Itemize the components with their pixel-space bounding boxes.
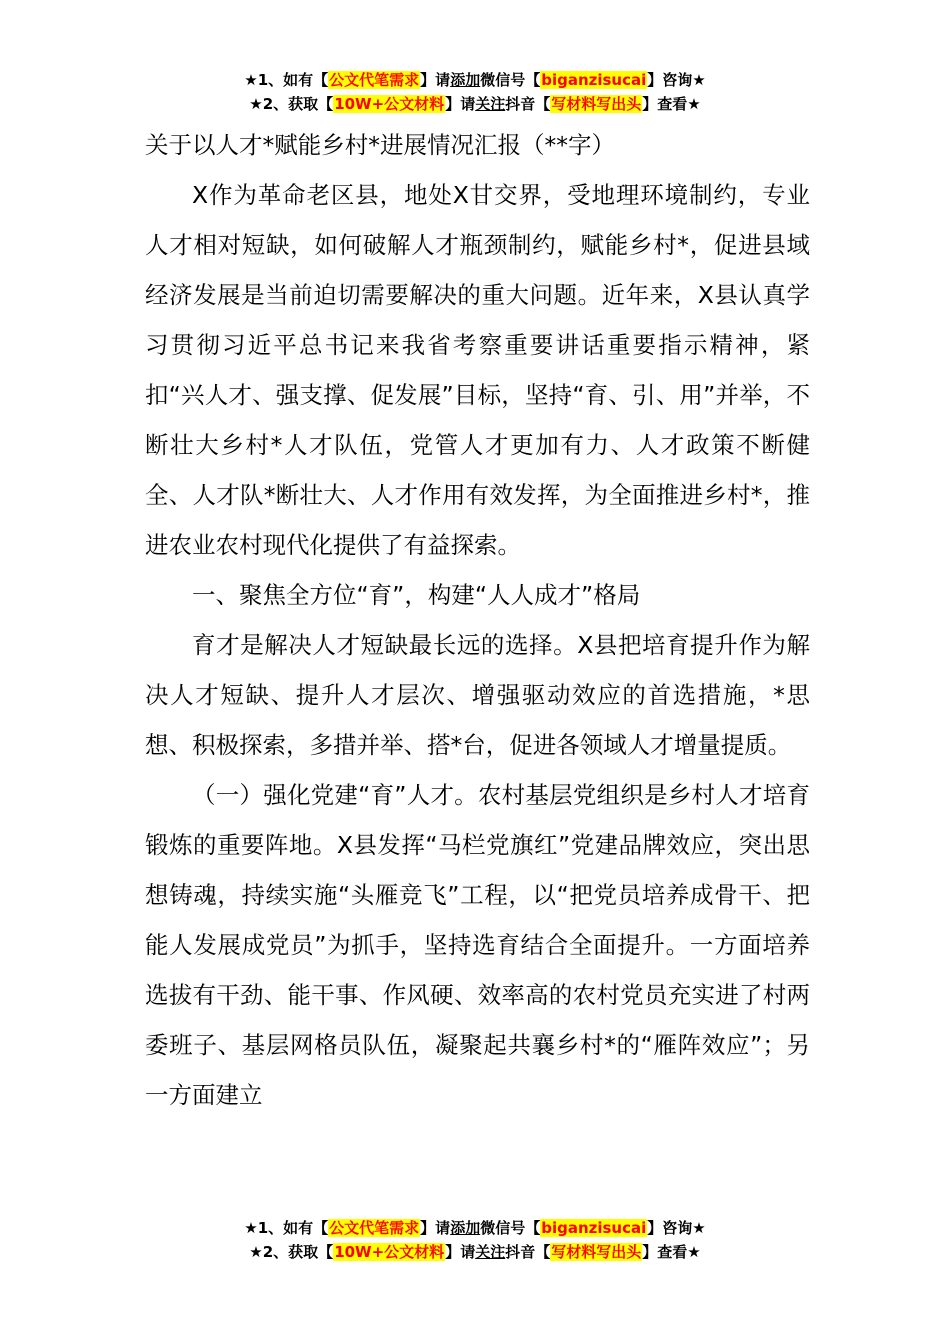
promo-highlight: biganzisucai: [541, 1219, 647, 1237]
promo-text: 微信号【: [480, 1219, 541, 1237]
promo-line-1: [0, 1216, 950, 1240]
promo-highlight: 公文代笔需求: [329, 1219, 420, 1237]
section-heading: 一、聚焦全方位“育”，构建“人人成才”格局: [192, 581, 641, 609]
promo-banner-top: [0, 68, 950, 116]
promo-text: 】咨询★: [647, 1219, 706, 1237]
promo-emphasis: 添加: [450, 1219, 481, 1237]
promo-text: 微信号【: [480, 71, 541, 89]
promo-text: ★1、如有【: [244, 71, 329, 89]
promo-text: 抖音【: [505, 95, 551, 113]
promo-text: 】请: [420, 1219, 451, 1237]
promo-text: 】请: [420, 71, 451, 89]
promo-text: 】咨询★: [647, 71, 706, 89]
promo-emphasis: 关注: [475, 1243, 506, 1261]
document-body: [145, 120, 810, 1120]
promo-text: 抖音【: [505, 1243, 551, 1261]
promo-text: 】查看★: [642, 1243, 701, 1261]
promo-emphasis: 添加: [450, 71, 481, 89]
promo-highlight: 写材料写出头: [551, 95, 642, 113]
paragraph-section-intro: 育才是解决人才短缺最长远的选择。X县把培育提升作为解决人才短缺、提升人才层次、增强驱动效应的首选措施，*思想、积极探索，多措并举、搭*台，促进各领域人才增量提质。: [145, 631, 810, 759]
promo-highlight: biganzisucai: [541, 71, 647, 89]
promo-text: 】请: [445, 95, 476, 113]
promo-banner-bottom: [0, 1216, 950, 1264]
promo-text: ★2、获取【: [249, 95, 334, 113]
promo-emphasis: 关注: [475, 95, 506, 113]
promo-line-2: [0, 92, 950, 116]
promo-line-1: [0, 68, 950, 92]
paragraph-intro: X作为革命老区县，地处X甘交界，受地理环境制约，专业人才相对短缺，如何破解人才瓶颈制约，赋能乡村*，促进县域经济发展是当前迫切需要解决的重大问题。近年来，X县认真学习贯彻习近平总书记来我省考察重要讲话重要指示精神，紧扣“兴人才、强支撑、促发展”目标，坚持“育、引、用”并举，不断壮大乡村*人才队伍，党管人才更加有力、人才政策不断健全、人才队*断壮大、人才作用有效发挥，为全面推进乡村*，推进农业农村现代化提供了有益探索。: [145, 181, 810, 559]
promo-line-2: [0, 1240, 950, 1264]
promo-highlight: 10W+公文材料: [334, 1243, 445, 1261]
promo-text: ★1、如有【: [244, 1219, 329, 1237]
document-title: 关于以人才*赋能乡村*进展情况汇报（**字）: [145, 131, 615, 159]
promo-text: 】查看★: [642, 95, 701, 113]
promo-text: ★2、获取【: [249, 1243, 334, 1261]
promo-highlight: 写材料写出头: [551, 1243, 642, 1261]
promo-highlight: 10W+公文材料: [334, 95, 445, 113]
paragraph-subsection-1: （一）强化党建“育”人才。农村基层党组织是乡村人才培育锻炼的重要阵地。X县发挥“马栏党旗红”党建品牌效应，突出思想铸魂，持续实施“头雁竞飞”工程，以“把党员培养成骨干、把能人发展成党员”为抓手，坚持选育结合全面提升。一方面培养选拔有干劲、能干事、作风硬、效率高的农村党员充实进了村两委班子、基层网格员队伍，凝聚起共襄乡村*的“雁阵效应”；另一方面建立: [145, 781, 810, 1109]
promo-highlight: 公文代笔需求: [329, 71, 420, 89]
promo-text: 】请: [445, 1243, 476, 1261]
